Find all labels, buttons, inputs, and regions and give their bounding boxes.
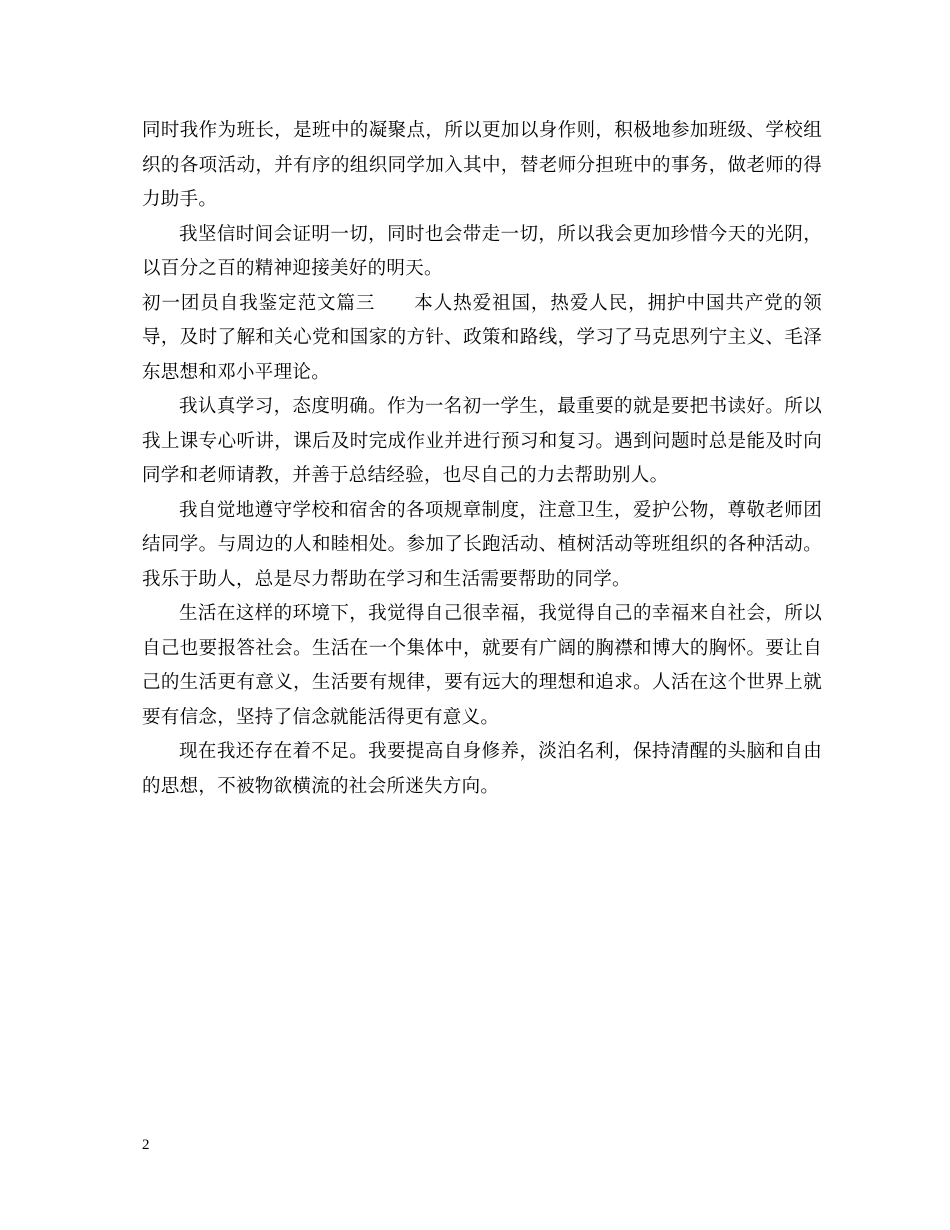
paragraph: 我认真学习，态度明确。作为一名初一学生，最重要的就是要把书读好。所以我上课专心听讲，课后及时完成作业并进行预习和复习。遇到问题时总是能及时向同学和老师请教，并善于总结经验，也尽自己的力去帮助别人。 [142,396,822,486]
paragraph: 生活在这样的环境下，我觉得自己很幸福，我觉得自己的幸福来自社会，所以自己也要报答社会。生活在一个集体中，就要有广阔的胸襟和博大的胸怀。要让自己的生活更有意义，生活要有规律，要有远大的理想和追求。人活在这个世界上就要有信念，坚持了信念就能活得更有意义。 [142,603,822,728]
document-body [142,114,822,804]
paragraph: 初一团员自我鉴定范文篇三 本人热爱祖国，热爱人民，拥护中国共产党的领导，及时了解和关心党和国家的方针、政策和路线，学习了马克思列宁主义、毛泽东思想和邓小平理论。 [142,292,822,383]
paragraph: 我坚信时间会证明一切，同时也会带走一切，所以我会更加珍惜今天的光阴，以百分之百的精神迎接美好的明天。 [142,223,822,279]
paragraph: 同时我作为班长，是班中的凝聚点，所以更加以身作则，积极地参加班级、学校组织的各项活动，并有序的组织同学加入其中，替老师分担班中的事务，做老师的得力助手。 [142,120,822,210]
paragraph: 现在我还存在着不足。我要提高自身修养，淡泊名利，保持清醒的头脑和自由的思想，不被物欲横流的社会所迷失方向。 [142,741,822,797]
paragraph: 我自觉地遵守学校和宿舍的各项规章制度，注意卫生，爱护公物，尊敬老师团结同学。与周边的人和睦相处。参加了长跑活动、植树活动等班组织的各种活动。我乐于助人，总是尽力帮助在学习和生活需要帮助的同学。 [142,499,822,590]
page-number: 2 [142,1137,150,1153]
